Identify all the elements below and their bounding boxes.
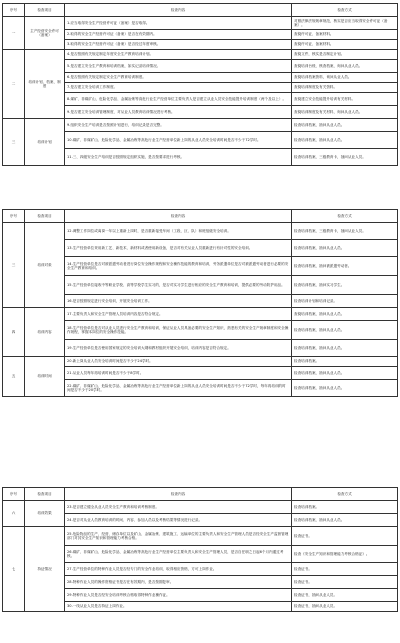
check-method-cell: 对照法律法规规章规范，核实是否应当取得安全许可证（备案）。 [292, 17, 398, 30]
check-content-cell: 18.生产经营单位是否对从业人员进行安全生产教育和培训，保证从业人员具备必要的安全生产知识，熟悉有关的安全生产规章制度和安全操作规程，掌握本岗位的安全操作技能。 [65, 321, 292, 340]
check-method-cell: 检查证书。 [292, 576, 398, 589]
section-item: 主产经营安全许可（备案） [25, 17, 65, 50]
section-number: 五 [3, 357, 25, 397]
table-header-row [3, 488, 398, 501]
header-item: 检查项目 [25, 488, 65, 501]
check-content-cell: 1.应当取得安全生产经营许可证（备案）是否取得。 [65, 17, 292, 30]
check-method-cell: 检查证书。 [292, 527, 398, 546]
check-content-cell: 13.生产经营单位采用新工艺、新技术、新材料或者使用新设备，是否对有关从业人员重新进行有针对性的安全培训。 [65, 240, 292, 257]
check-content-cell: 2.取得的安全生产经营许可证（备案）是否在有效期内。 [65, 30, 292, 40]
header-method: 检查方式 [292, 488, 398, 501]
table-row [3, 119, 398, 132]
check-content-cell: 9.组织安全生产培训是否按照计划进行，培训记录是否完整。 [65, 119, 292, 132]
header-no: 序号 [3, 488, 25, 501]
check-method-cell: 查阅培训台账，核查档案，询问从业人员。 [292, 60, 398, 73]
check-content-cell: 21.从业人员每年再培训时间是否不少于8学时。 [65, 367, 292, 380]
check-content-cell: 26.煤矿、非煤矿山、危险化学品、金属冶炼等高危行业生产经营单位主要负责人和安全生产管理人员，是否自任职之日起6个月内通过考核。 [65, 546, 292, 563]
check-method-cell: 查阅许可证、备案材料。 [292, 30, 398, 40]
check-method-cell: 查阅培训制度及有关材料，询问从业人员。 [292, 106, 398, 119]
check-method-cell: 检查培训档案，抽问从业人员。 [292, 132, 398, 149]
section-item: 培训内容 [25, 308, 65, 357]
check-method-cell: 检查培训档案，抽问从业人员。 [292, 367, 398, 380]
check-content-cell: 22.煤矿、非煤矿山、危险化学品、金属冶炼等高危行业生产经营单位新上岗的从业人员安全培训时间是否不少于72学时，每年再培训的时间是否不少于20学时。 [65, 380, 292, 397]
header-content: 检查内容 [65, 210, 292, 223]
section-item: 培训计划、档案、制度 [25, 50, 65, 119]
check-content-cell: 7.是否建立安全培训工作制度。 [65, 83, 292, 93]
check-method-cell: 检查培训档案，抽问从业人员。 [292, 240, 398, 257]
check-method-cell: 检查培训档案，三级教育卡，抽问从业人员。 [292, 149, 398, 166]
table-row [3, 17, 398, 30]
check-content-cell: 19.生产经营单位是否使用国家规定的安全培训大纲和教材组织开展安全培训，培训内容是否符合规定。 [65, 340, 292, 357]
check-content-cell: 9.是否建立安全培训管理制度，对从业人员教育培训情况进行考核。 [65, 106, 292, 119]
header-no: 序号 [3, 4, 25, 17]
section-number: 六 [3, 501, 25, 527]
section-number: 三 [3, 223, 25, 308]
check-method-cell: 检查培训档案。 [292, 357, 398, 367]
header-content: 检查内容 [65, 488, 292, 501]
section-item: 培训时间 [25, 357, 65, 397]
check-content-cell: 3.取得的安全生产经营许可证（备案）是否经过年度审核。 [65, 40, 292, 50]
check-method-cell: 检查培训档案，抽问从业人员。 [292, 340, 398, 357]
section-item: 培训计划 [25, 119, 65, 166]
section-number: 三 [3, 119, 25, 166]
check-method-cell: 查阅许可证、备案材料。 [292, 40, 398, 50]
table-row [3, 357, 398, 367]
section-item: 培训对象 [25, 223, 65, 308]
check-method-cell: 检查《安全生产知识和管理能力考核合格证》。 [292, 546, 398, 563]
check-content-cell: 4.是否按照有关规定制定年度安全生产教育培训计划。 [65, 50, 292, 60]
check-content-cell: 8.煤矿、非煤矿山、危险化学品、金属冶炼等高危行业生产经营单位主要负责人是否建立从业人员安全技能提升培训制度（两个及以上）。 [65, 93, 292, 106]
check-content-cell: 23.是否建立健全从业人员安全生产教育和培训考核制度。 [65, 501, 292, 514]
check-content-cell: 29.特种作业人员是否经安全培训考核合格取得特种作业操作证。 [65, 589, 292, 602]
check-method-cell: 检查培训档案，抽问实习学生。 [292, 276, 398, 295]
table-row [3, 527, 398, 546]
header-method: 检查方式 [292, 210, 398, 223]
check-method-cell: 查阅培训档案，抽问从业人员。 [292, 308, 398, 321]
check-content-cell: 20.新上岗从业人员安全培训时间是否不少于24学时。 [65, 357, 292, 367]
table-header-row [3, 210, 398, 223]
inspection-table-part-2 [2, 209, 398, 397]
section-number: 七 [3, 527, 25, 612]
table-header-row [3, 4, 398, 17]
check-content-cell: 24.是否对从业人员教育培训的时间、内容、参加人员以及考核结果等情况进行记录。 [65, 514, 292, 527]
check-method-cell: 检查证书。 [292, 563, 398, 576]
header-no: 序号 [3, 210, 25, 223]
check-method-cell: 检查培训档案，三级教育卡，抽问从业人员。 [292, 223, 398, 240]
check-method-cell: 检查培训档案。 [292, 501, 398, 514]
check-method-cell: 查阅培训制度及有关资料。 [292, 83, 398, 93]
check-method-cell: 检查证书，抽问从业人员。 [292, 602, 398, 612]
section-item: 持证情况 [25, 527, 65, 612]
table-row [3, 50, 398, 60]
check-content-cell: 30.一线从业人员是否持证上岗作业。 [65, 602, 292, 612]
check-content-cell: 10.煤矿、非煤矿山、危险化学品、金属冶炼等高危行业生产经营单位新上岗的从业人员安全培训时间是否不少于72学时。 [65, 132, 292, 149]
check-content-cell: 6.是否按照有关规定制定安全生产教育培训制度。 [65, 73, 292, 83]
check-content-cell: 25.危险物品的生产、经营、储存单位以及矿山、金属冶炼、建筑施工、运输单位的主要负责人和安全生产管理人员是否经安全生产监督管理部门对其安全生产知识和管理能力考核合格。 [65, 527, 292, 546]
table-row [3, 501, 398, 514]
check-method-cell: 查阅培训档案资料，询问从业人员。 [292, 73, 398, 83]
table-row [3, 308, 398, 321]
check-method-cell: 检查证书，抽问从业人员。 [292, 589, 398, 602]
check-method-cell: 查阅文件，核实是否制定计划。 [292, 50, 398, 60]
section-number: 四 [3, 308, 25, 357]
section-number: 二 [3, 50, 25, 119]
header-item: 检查项目 [25, 4, 65, 17]
check-method-cell: 检查培训档案，抽问从业人员。 [292, 119, 398, 132]
inspection-table-part-1 [2, 3, 398, 166]
check-method-cell: 查阅建立安全技能提升培训有关材料。 [292, 93, 398, 106]
check-method-cell: 检查培训档案，抽问从业人员。 [292, 380, 398, 397]
check-content-cell: 11.三、四级安全生产培训是否按照规定组织实施，是否按要求进行考核。 [65, 149, 292, 166]
check-method-cell: 检查培训档案，抽问从业人员。 [292, 321, 398, 340]
check-method-cell: 检查培训档案，抽问被派遣劳动者。 [292, 257, 398, 276]
header-item: 检查项目 [25, 210, 65, 223]
check-content-cell: 27.生产经营单位的特种作业人员是否经专门的安全作业培训，取得相应资格，方可上岗作业。 [65, 563, 292, 576]
check-content-cell: 15.生产经营单位接收中等职业学校、高等学校学生实习的，是否对实习学生进行相应的安全生产教育和培训，提供必要的劳动防护用品。 [65, 276, 292, 295]
check-content-cell: 28.特种作业人员的操作资格证书是否在有效期内，是否按期复审。 [65, 576, 292, 589]
check-content-cell: 5.是否建立安全生产教育和培训档案，如实记录培训情况。 [65, 60, 292, 73]
inspection-table-part-3 [2, 487, 398, 612]
table-row [3, 223, 398, 240]
check-method-cell: 检查培训档案，抽问从业人员。 [292, 514, 398, 527]
check-content-cell: 16.是否按照规定进行安全培训，开展安全培训工作。 [65, 295, 292, 308]
header-method: 检查方式 [292, 4, 398, 17]
check-content-cell: 14.生产经营单位是否对被派遣劳动者进行岗位安全操作规程和安全操作技能的教育和培训，劳务派遣单位是否对被派遣劳动者进行必要的安全生产教育和培训。 [65, 257, 292, 276]
section-number: 一 [3, 17, 25, 50]
check-content-cell: 17.主要负责人和安全生产管理人员培训内容是否符合规定。 [65, 308, 292, 321]
section-item: 培训效果 [25, 501, 65, 527]
header-content: 检查内容 [65, 4, 292, 17]
check-method-cell: 检查培训计划和培训记录。 [292, 295, 398, 308]
check-content-cell: 12.调整工作岗位或离岗一年以上重新上岗时，是否重新接受车间（工段、区、队）和班组级安全培训。 [65, 223, 292, 240]
